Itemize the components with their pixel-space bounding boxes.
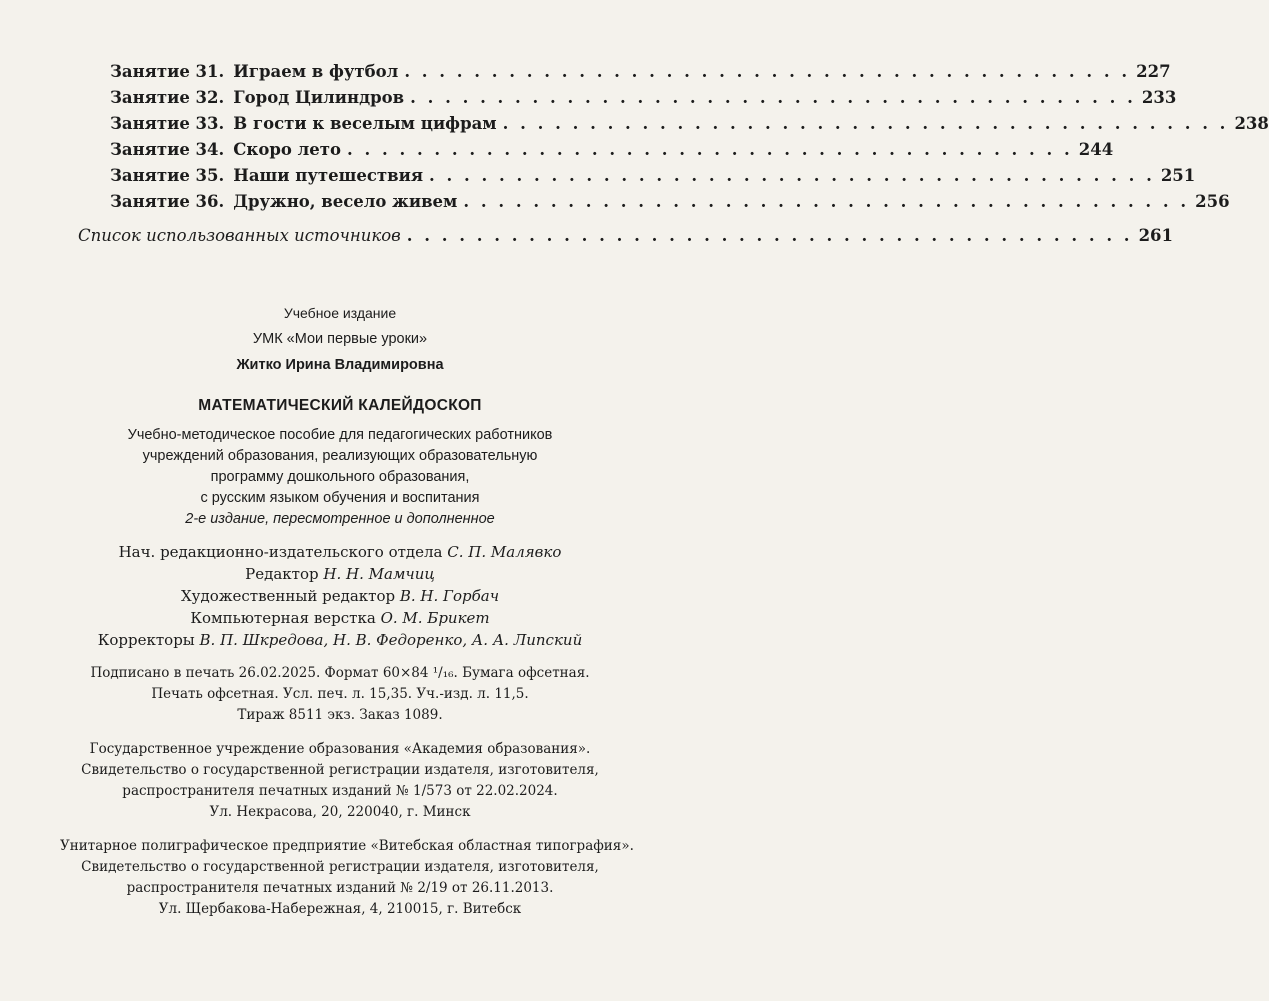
staff-line: Художественный редактор В. Н. Горбач — [180, 587, 500, 605]
toc-entry: Занятие 36. Дружно, весело живем . . . . . . . . . . . . . . . . . . . . . . . . . . . . . . . . . . . . . . . . . . 256 — [110, 192, 1230, 211]
imprint-block — [60, 305, 634, 922]
staff-line: Корректоры В. П. Шкредова, Н. В. Федоренко, А. А. Липский — [97, 631, 583, 649]
printer-line: Свидетельство о государственной регистрации издателя, изготовителя, — [81, 859, 599, 875]
description-line: с русским языком обучения и воспитания — [200, 490, 480, 506]
toc-page: 251 — [1160, 166, 1196, 185]
toc-entry: Занятие 31. Играем в футбол . . . . . . . . . . . . . . . . . . . . . . . . . . . . . . . . . . . . . . . . . . 227 — [110, 62, 1171, 81]
leader-dots: . . . . . . . . . . . . . . . . . . . . . . . . . . . . . . . . . . . . . . . . . . — [404, 62, 1131, 81]
description-line: Учебно-методическое пособие для педагогических работников — [127, 427, 553, 443]
table-of-contents — [78, 62, 1269, 252]
series-name: УМК «Мои первые уроки» — [252, 331, 428, 347]
description-line: программу дошкольного образования, — [210, 469, 470, 485]
staff-line: Компьютерная верстка О. М. Брикет — [190, 609, 490, 627]
toc-entry-bibliography: Список использованных источников . . . . . . . . . . . . . . . . . . . . . . . . . . . . . . . . . . . . . . . . . . 261 — [78, 226, 1174, 245]
leader-dots: . . . . . . . . . . . . . . . . . . . . . . . . . . . . . . . . . . . . . . . . . . — [502, 114, 1229, 133]
toc-page: 244 — [1078, 140, 1114, 159]
edition-type: Учебное издание — [283, 305, 397, 321]
toc-page: 238 — [1234, 114, 1269, 133]
author-name: Житко Ирина Владимировна — [236, 357, 444, 373]
toc-page: 227 — [1136, 62, 1171, 81]
publisher-line: Ул. Некрасова, 20, 220040, г. Минск — [209, 804, 471, 820]
toc-entry: Занятие 35. Наши путешествия . . . . . . . . . . . . . . . . . . . . . . . . . . . . . . . . . . . . . . . . . . 251 — [110, 166, 1196, 185]
leader-dots: . . . . . . . . . . . . . . . . . . . . . . . . . . . . . . . . . . . . . . . . . . — [406, 226, 1133, 245]
leader-dots: . . . . . . . . . . . . . . . . . . . . . . . . . . . . . . . . . . . . . . . . . . — [429, 166, 1155, 185]
edition-note: 2-е издание, пересмотренное и дополненное — [185, 511, 495, 527]
leader-dots: . . . . . . . . . . . . . . . . . . . . . . . . . . . . . . . . . . . . . . . . . . — [410, 88, 1136, 107]
print-info-line: Подписано в печать 26.02.2025. Формат 60×84 ¹/₁₆. Бумага офсетная. — [90, 665, 590, 681]
leader-dots: . . . . . . . . . . . . . . . . . . . . . . . . . . . . . . . . . . . . . . . . . . — [463, 192, 1190, 211]
description-line: учреждений образования, реализующих образовательную — [142, 448, 538, 464]
toc-page: 256 — [1195, 192, 1230, 211]
printer-line: распространителя печатных изданий № 2/19 от 26.11.2013. — [126, 880, 554, 896]
print-info-line: Тираж 8511 экз. Заказ 1089. — [237, 707, 443, 723]
print-info-line: Печать офсетная. Усл. печ. л. 15,35. Уч.-изд. л. 11,5. — [151, 686, 529, 702]
toc-entry: Занятие 34. Скоро лето . . . . . . . . . . . . . . . . . . . . . . . . . . . . . . . . . . . . . . . . . . 244 — [110, 140, 1114, 159]
publisher-line: Свидетельство о государственной регистрации издателя, изготовителя, — [81, 762, 599, 778]
printer-line: Унитарное полиграфическое предприятие «Витебская областная типография». — [60, 838, 634, 854]
toc-page: 233 — [1141, 88, 1177, 107]
leader-dots: . . . . . . . . . . . . . . . . . . . . . . . . . . . . . . . . . . . . . . . . . . — [346, 140, 1073, 159]
publisher-line: распространителя печатных изданий № 1/573 от 22.02.2024. — [122, 783, 558, 799]
toc-entry: Занятие 32. Город Цилиндров . . . . . . . . . . . . . . . . . . . . . . . . . . . . . . . . . . . . . . . . . . 233 — [110, 88, 1177, 107]
staff-line: Редактор Н. Н. Мамчиц — [245, 565, 435, 583]
staff-line: Нач. редакционно-издательского отдела С. П. Малявко — [118, 543, 562, 561]
publisher-line: Государственное учреждение образования «Академия образования». — [89, 741, 591, 757]
toc-page: 261 — [1138, 226, 1174, 245]
printer-line: Ул. Щербакова-Набережная, 4, 210015, г. Витебск — [158, 901, 522, 917]
book-title: МАТЕМАТИЧЕСКИЙ КАЛЕЙДОСКОП — [198, 397, 482, 414]
toc-entry: Занятие 33. В гости к веселым цифрам . . . . . . . . . . . . . . . . . . . . . . . . . . . . . . . . . . . . . . . . . . 238 — [110, 114, 1269, 133]
